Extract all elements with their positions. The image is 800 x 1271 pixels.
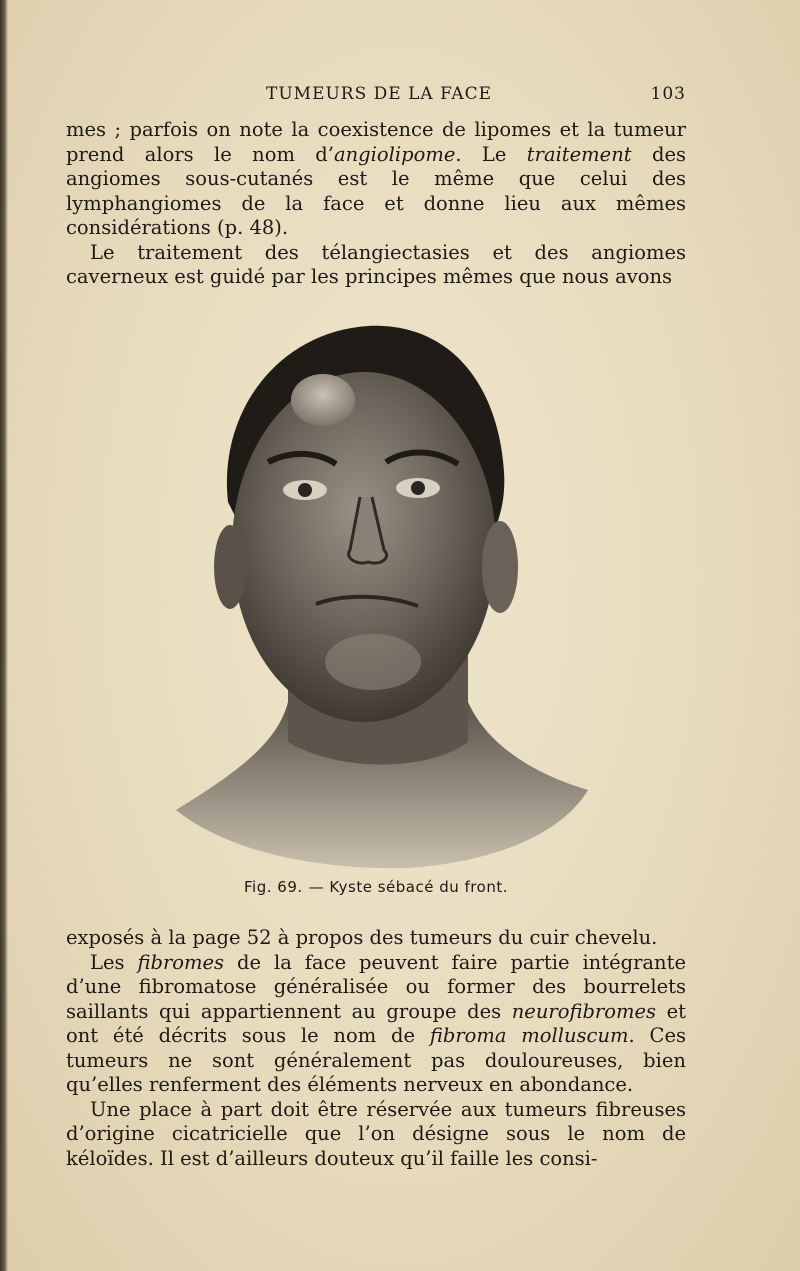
paragraph-keloides: Une place à part doit être réservée aux tumeurs fibreuses d’origine cicatricielle que l’on désigne sous le nom de kéloïdes. Il est d’ailleurs douteux qu’il faille les consi- bbox=[66, 1097, 686, 1170]
term-fibromes: fibromes bbox=[137, 950, 225, 974]
figure-caption-text: — Kyste sébacé du front. bbox=[308, 878, 508, 896]
text-run: de la face peuvent faire partie intégrante d’une fibromatose généralisée ou former des bourrelets saillants qui appartiennent au groupe des bbox=[66, 950, 686, 1023]
text-run: Les bbox=[90, 950, 138, 974]
text-run: mes ; parfois on note la coexistence de lipomes et la tumeur prend alors le nom d’ bbox=[66, 118, 686, 166]
text-run: et ont été décrits sous le nom de bbox=[66, 999, 686, 1047]
chin bbox=[325, 634, 421, 690]
text-run: des angiomes sous-cutanés est le même que celui des lymphangiomes de la face et donne lieu aux mêmes considérations (p. 48). bbox=[66, 142, 686, 239]
portrait-engraving bbox=[168, 322, 598, 870]
running-head bbox=[66, 84, 686, 108]
term-fibroma-molluscum: fibroma molluscum bbox=[429, 1024, 629, 1047]
paragraph-fibromes bbox=[66, 951, 686, 1098]
text-run: . Ces tumeurs ne sont généralement pas douloureuses, bien qu’elles renferment des éléments nerveux en abondance. bbox=[66, 1024, 686, 1096]
term-angiolipome: angiolipome bbox=[334, 142, 456, 166]
left-ear bbox=[214, 525, 246, 609]
right-ear bbox=[482, 521, 518, 613]
forehead-cyst bbox=[291, 374, 355, 426]
figure-photo bbox=[168, 322, 598, 870]
text-run: . Le bbox=[455, 142, 527, 166]
bottom-text-block bbox=[66, 926, 686, 1171]
top-text-block bbox=[66, 118, 686, 290]
term-traitement: traitement bbox=[526, 142, 632, 166]
page-number: 103 bbox=[650, 84, 686, 104]
running-title: TUMEURS DE LA FACE bbox=[266, 84, 493, 104]
term-neurofibromes: neurofibromes bbox=[511, 999, 657, 1023]
paragraph-exposes: exposés à la page 52 à propos des tumeurs du cuir chevelu. bbox=[66, 926, 658, 949]
figure-label: Fig. 69. bbox=[244, 878, 303, 896]
paragraph-angiomes bbox=[66, 118, 686, 241]
figure-caption bbox=[66, 878, 686, 896]
paragraph-telangiectasies: Le traitement des télangiectasies et des angiomes caverneux est guidé par les principes mêmes que nous avons bbox=[66, 240, 686, 288]
